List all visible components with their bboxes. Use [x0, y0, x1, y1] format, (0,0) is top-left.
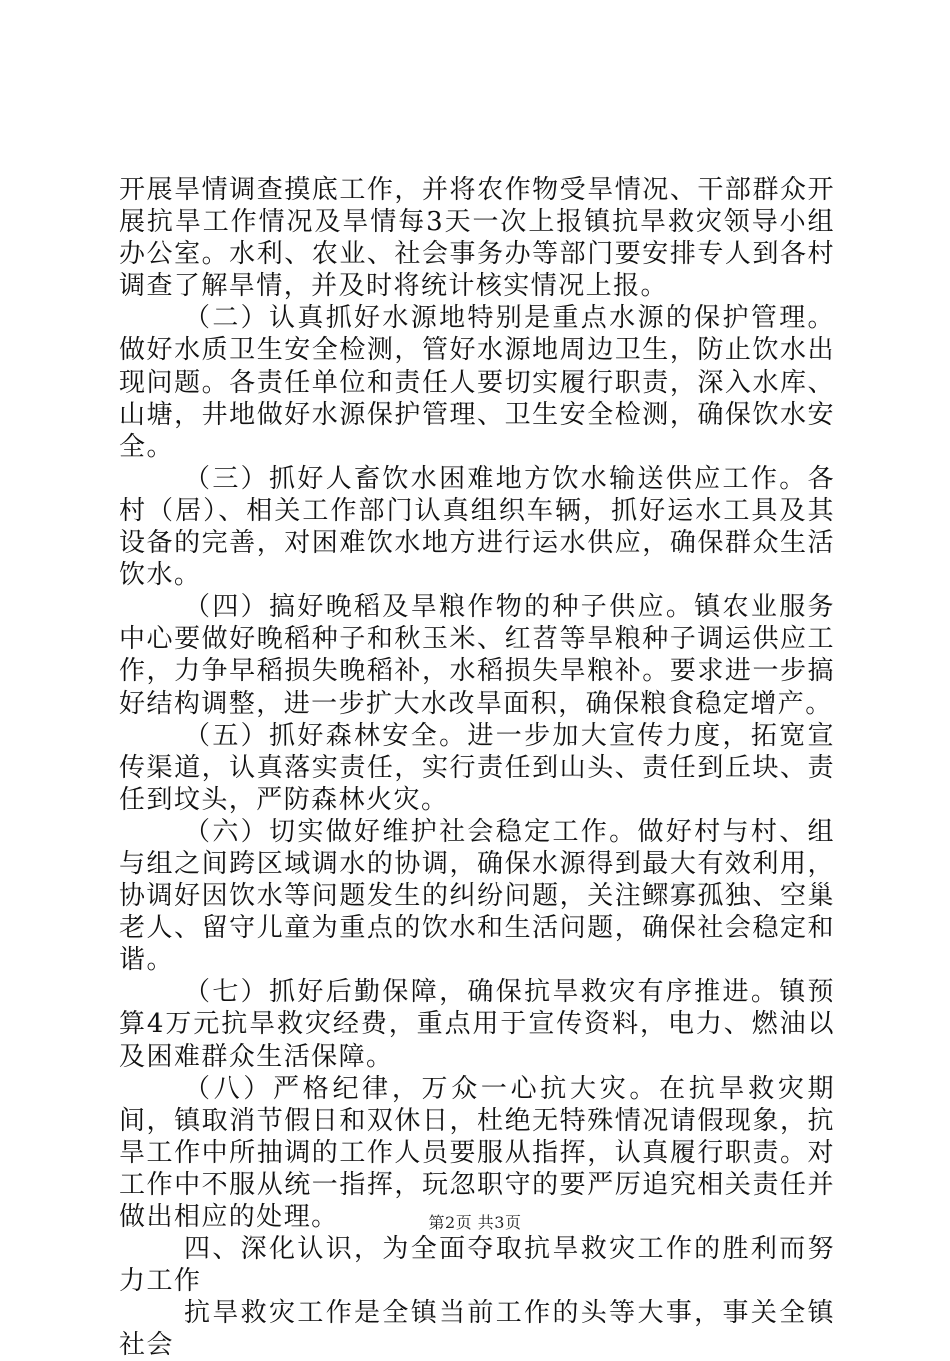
paragraph-item-2: （二）认真抓好水源地特别是重点水源的保护管理。做好水质卫生安全检测，管好水源地周边卫生，防止饮水出现问题。各责任单位和责任人要切实履行职责，深入水库、山塘，井地做好水源保护管理、卫生安全检测，确保饮水安全。: [119, 303, 835, 462]
section-heading-4: 四、深化认识，为全面夺取抗旱救灾工作的胜利而努力工作: [119, 1234, 835, 1297]
paragraph-item-8: （八）严格纪律，万众一心抗大灾。在抗旱救灾期间，镇取消节假日和双休日，杜绝无特殊情况请假现象，抗旱工作中所抽调的工作人员要服从指挥，认真履行职责。对工作中不服从统一指挥，玩忽职守的要严厉追究相关责任并做出相应的处理。: [119, 1073, 835, 1232]
paragraph-item-5: （五）抓好森林安全。进一步加大宣传力度，拓宽宣传渠道，认真落实责任，实行责任到山头、责任到丘块、责任到坟头，严防森林火灾。: [119, 720, 835, 815]
page-number-footer: 第2页 共3页: [428, 1213, 522, 1232]
paragraph-continuation: 开展旱情调查摸底工作，并将农作物受旱情况、干部群众开展抗旱工作情况及旱情每3天一次上报镇抗旱救灾领导小组办公室。水利、农业、社会事务办等部门要安排专人到各村调查了解旱情，并及时将统计核实情况上报。: [119, 175, 835, 302]
paragraph-item-4: （四）搞好晚稻及旱粮作物的种子供应。镇农业服务中心要做好晚稻种子和秋玉米、红苕等旱粮种子调运供应工作，力争早稻损失晚稻补，水稻损失旱粮补。要求进一步搞好结构调整，进一步扩大水改旱面积，确保粮食稳定增产。: [119, 592, 835, 719]
document-body: [119, 174, 835, 1361]
paragraph-item-6: （六）切实做好维护社会稳定工作。做好村与村、组与组之间跨区域调水的协调，确保水源得到最大有效利用，协调好因饮水等问题发生的纠纷问题，关注鳏寡孤独、空巢老人、留守儿童为重点的饮水和生活问题，确保社会稳定和谐。: [119, 816, 835, 976]
paragraph-section-4-body: 抗旱救灾工作是全镇当前工作的头等大事，事关全镇社会: [119, 1298, 835, 1361]
paragraph-item-7: （七）抓好后勤保障，确保抗旱救灾有序推进。镇预算4万元抗旱救灾经费，重点用于宣传资料，电力、燃油以及困难群众生活保障。: [119, 977, 835, 1072]
paragraph-item-3: （三）抓好人畜饮水困难地方饮水输送供应工作。各村（居）、相关工作部门认真组织车辆，抓好运水工具及其设备的完善，对困难饮水地方进行运水供应，确保群众生活饮水。: [119, 463, 835, 591]
